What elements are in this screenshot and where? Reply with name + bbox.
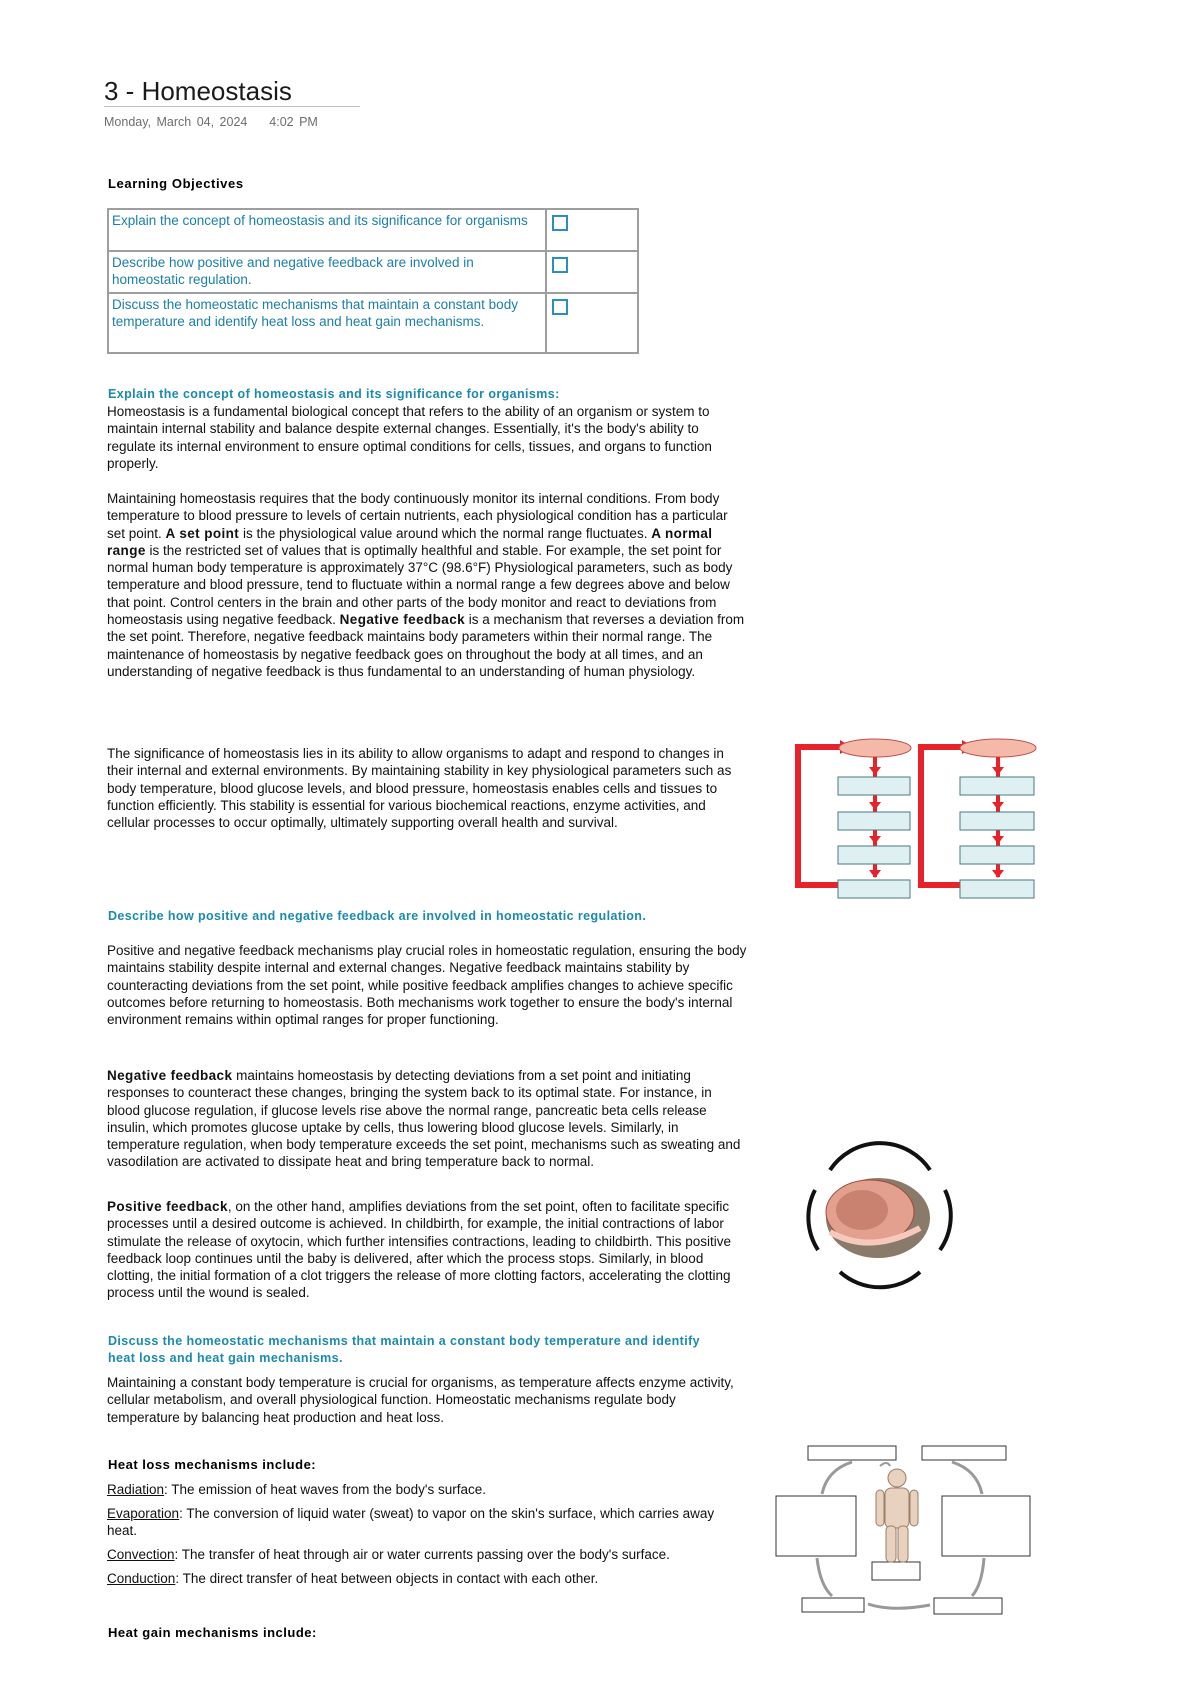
- heat-loss-heading: Heat loss mechanisms include:: [108, 1457, 317, 1472]
- section2-heading: Describe how positive and negative feedback are involved in homeostatic regulation.: [108, 909, 647, 923]
- heat-loss-item: Radiation: The emission of heat waves from the body's surface.: [107, 1482, 487, 1497]
- feedback-loop-figure: [790, 735, 1050, 915]
- section1-paragraph-2: Maintaining homeostasis requires that the body continuously monitor its internal conditions. From body temperature to blood pressure to levels of certain nutrients, each physiological condition has a particular set point. A set point is the physiological value around which the normal range fluctuates. A normal range is the restricted set of values that is optimally healthful and stable. For example, the set point for normal human body temperature is approximately 37°C (98.6°F) Physiological parameters, such as body temperature and blood pressure, tend to fluctuate within a normal range a few degrees above and below that point. Control centers in the brain and other parts of the body monitor and react to deviations from homeostasis using negative feedback. Negative feedback is a mechanism that reverses a deviation from the set point. Therefore, negative feedback maintains body parameters within their normal range. The maintenance of homeostasis by negative feedback goes on throughout the body at all times, and an understanding of negative feedback is thus fundamental to an understanding of human physiology.: [107, 491, 745, 679]
- heat-loss-item: Convection: The transfer of heat through air or water currents passing over the body's surface.: [107, 1547, 670, 1562]
- thermoregulation-figure: [772, 1440, 1034, 1630]
- page-time: 4:02 PM: [269, 115, 318, 129]
- section2-positive-feedback: Positive feedback, on the other hand, amplifies deviations from the set point, often to facilitate specific processes until a desired outcome is achieved. In childbirth, for example, the initial contractions of labor stimulate the release of oxytocin, which further intensifies contractions, leading to childbirth. This positive feedback loop continues until the baby is delivered, after which the process stops. Similarly, in blood clotting, the initial formation of a clot triggers the release of more clotting factors, accelerating the clotting process until the wound is sealed.: [107, 1199, 732, 1301]
- objective-text: Discuss the homeostatic mechanisms that maintain a constant body temperature and identify heat loss and heat gain mechanisms.: [108, 293, 546, 353]
- childbirth-feedback-figure: [790, 1140, 970, 1290]
- heat-gain-heading: Heat gain mechanisms include:: [108, 1625, 317, 1640]
- temperature-feedback-loop: [921, 739, 1036, 898]
- title-divider: [104, 106, 360, 107]
- section1-paragraph-1: Homeostasis is a fundamental biological concept that refers to the ability of an organism or system to maintain internal stability and balance despite external changes. Essentially, it's the body's ability to regulate its internal environment to ensure optimal conditions for cells, tissues, and organs to function properly.: [107, 404, 712, 471]
- objective-text: Describe how positive and negative feedback are involved in homeostatic regulation.: [108, 251, 546, 293]
- term-negative-feedback: Negative feedback: [339, 612, 466, 628]
- objective-row: [108, 209, 638, 251]
- objective-row: [108, 293, 638, 353]
- heat-loss-item: Evaporation: The conversion of liquid water (sweat) to vapor on the skin's surface, which carries away heat.: [107, 1506, 715, 1538]
- objective-row: [108, 251, 638, 293]
- term-negative-feedback: Negative feedback: [107, 1068, 233, 1083]
- objective-checkbox[interactable]: [552, 215, 568, 231]
- section3-heading: Discuss the homeostatic mechanisms that maintain a constant body temperature and identify heat loss and heat gain mechanisms.: [108, 1334, 700, 1365]
- negative-feedback-loop: [798, 739, 911, 898]
- objectives-heading: Learning Objectives: [108, 176, 244, 191]
- objectives-table: [107, 208, 639, 354]
- page-date: Monday, March 04, 2024: [104, 115, 248, 129]
- section1-heading: Explain the concept of homeostasis and its significance for organisms:: [108, 387, 560, 401]
- objective-checkbox[interactable]: [552, 299, 568, 315]
- term-normal-range: A normal range: [107, 525, 713, 558]
- section2-negative-feedback: Negative feedback maintains homeostasis by detecting deviations from a set point and initiating responses to counteract these changes, bringing the system back to its optimal state. For instance, in blood glucose regulation, if glucose levels rise above the normal range, pancreatic beta cells release insulin, which promotes glucose uptake by cells, thus lowering blood glucose levels. Similarly, in temperature regulation, when body temperature exceeds the set point, mechanisms such as sweating and vasodilation are activated to dissipate heat and bring temperature back to normal.: [107, 1068, 741, 1170]
- section2-paragraph-1: Positive and negative feedback mechanisms play crucial roles in homeostatic regulation, ensuring the body maintains stability despite internal and external changes. Negative feedback maintains stability by counteracting deviations from the set point, while positive feedback amplifies changes to achieve specific outcomes before returning to homeostasis. Both mechanisms work together to ensure the body's internal environment remains within optimal ranges for proper functioning.: [107, 943, 747, 1028]
- term-positive-feedback: Positive feedback: [107, 1199, 228, 1214]
- page-timestamp: [104, 115, 318, 129]
- objective-checkbox[interactable]: [552, 257, 568, 273]
- section1-paragraph-3: The significance of homeostasis lies in its ability to allow organisms to adapt and respond to changes in their internal and external environments. By maintaining stability in key physiological parameters such as body temperature, blood glucose levels, and blood pressure, homeostasis enables cells and tissues to function efficiently. This stability is essential for various biochemical reactions, enzyme activities, and cellular processes to occur optimally, ultimately supporting overall health and survival.: [107, 746, 732, 831]
- term-set-point: A set point: [165, 525, 240, 541]
- heat-loss-item: Conduction: The direct transfer of heat between objects in contact with each other.: [107, 1571, 599, 1586]
- page-title: 3 - Homeostasis: [104, 76, 292, 106]
- section3-paragraph-1: Maintaining a constant body temperature is crucial for organisms, as temperature affects enzyme activity, cellular metabolism, and overall physiological function. Homeostatic mechanisms regulate body temperature by balancing heat production and heat loss.: [107, 1375, 734, 1425]
- objective-text: Explain the concept of homeostasis and its significance for organisms: [108, 209, 546, 251]
